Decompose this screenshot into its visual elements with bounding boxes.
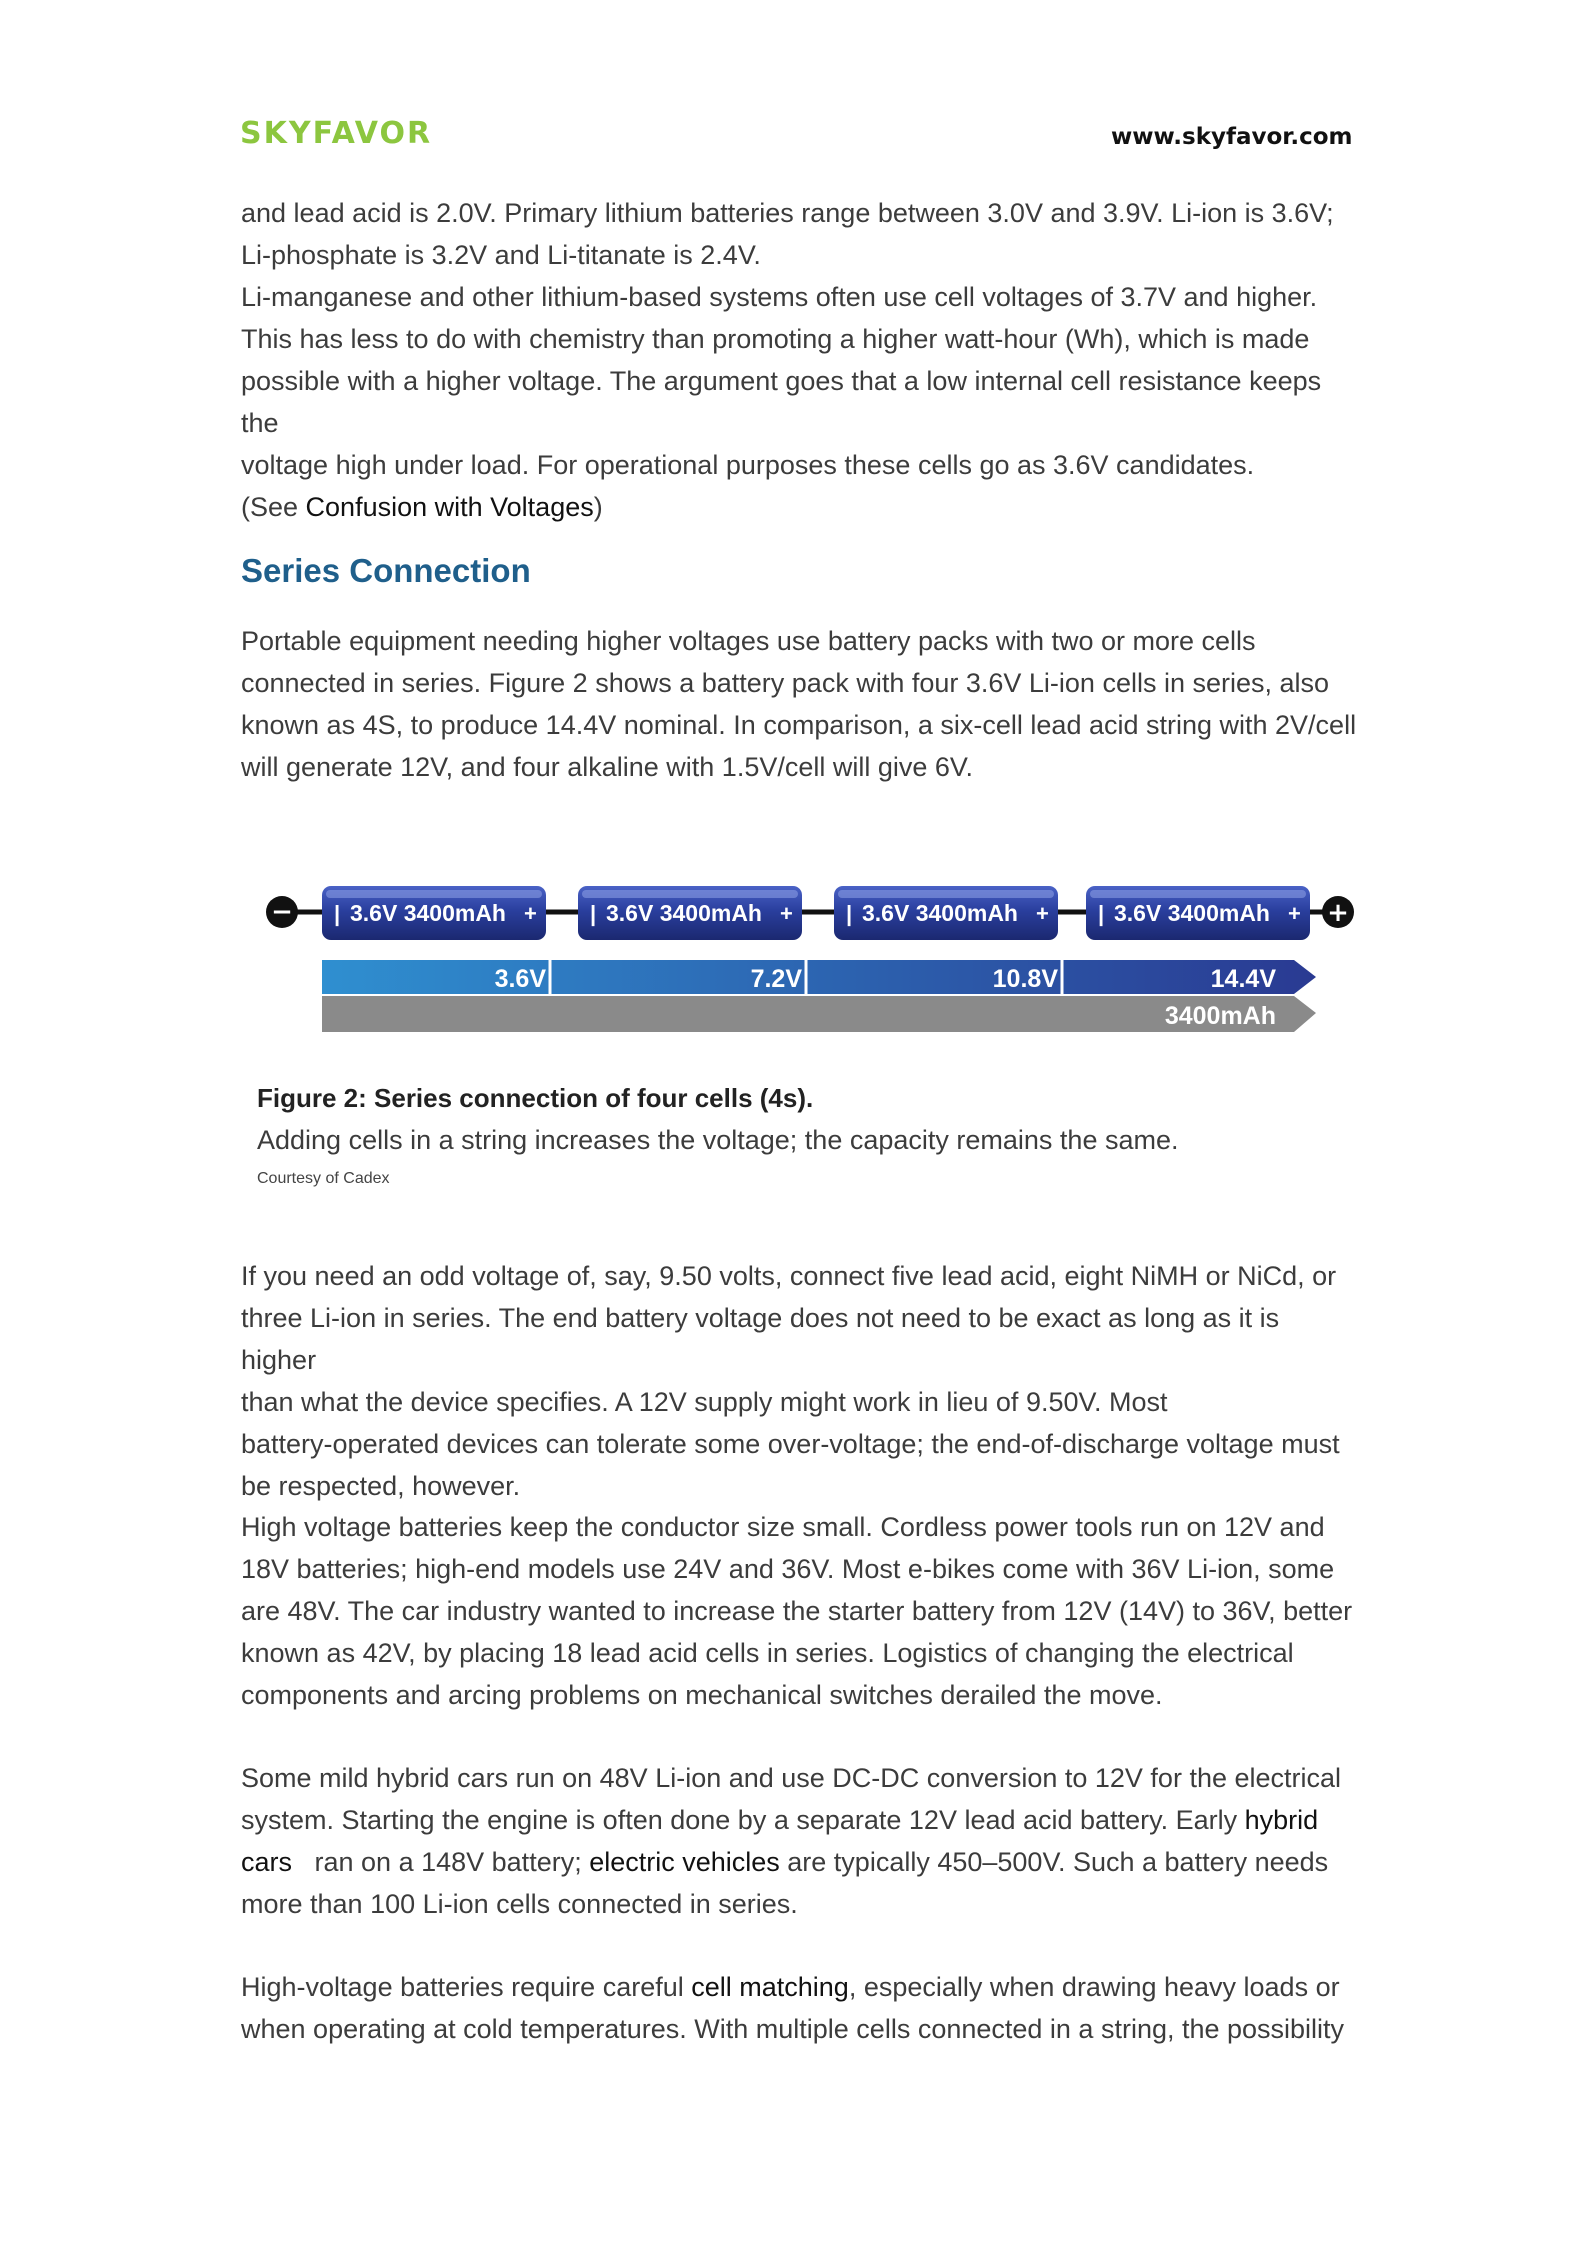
- cell-plus-mark: +: [1036, 901, 1049, 926]
- figure-caption-title: Figure 2: Series connection of four cells (4s).: [257, 1083, 814, 1113]
- odd-voltage-paragraph: [241, 1255, 1361, 1507]
- text-line: If you need an odd voltage of, say, 9.50 volts, connect five lead acid, eight NiMH or NiCd, or: [241, 1261, 1337, 1291]
- text-line: battery-operated devices can tolerate some over-voltage; the end-of-discharge voltage must: [241, 1429, 1340, 1459]
- text-line: connected in series. Figure 2 shows a battery pack with four 3.6V Li-ion cells in series, also: [241, 668, 1330, 698]
- text-segment: ran on a 148V battery;: [292, 1847, 590, 1877]
- high-voltage-paragraph: [241, 1506, 1361, 1716]
- text-line: [241, 1799, 1361, 1841]
- text-line: three Li-ion in series. The end battery voltage does not need to be exact as long as it is higher: [241, 1303, 1280, 1375]
- cell-plus-mark: +: [780, 901, 793, 926]
- cell-minus-mark: |: [590, 901, 597, 926]
- series-paragraph: [241, 620, 1361, 788]
- cell-label: 3.6V 3400mAh: [606, 900, 762, 926]
- matching-paragraph: [241, 1966, 1361, 2050]
- text-line: This has less to do with chemistry than promoting a higher watt-hour (Wh), which is made: [241, 324, 1310, 354]
- battery-cell: [1086, 886, 1310, 940]
- text-line: possible with a higher voltage. The argument goes that a low internal cell resistance keeps the: [241, 366, 1322, 438]
- text-line: more than 100 Li-ion cells connected in series.: [241, 1889, 798, 1919]
- site-url: www.skyfavor.com: [1111, 124, 1353, 150]
- text-line: 18V batteries; high-end models use 24V and 36V. Most e-bikes come with 36V Li-ion, some: [241, 1554, 1335, 1584]
- figure-caption-body: Adding cells in a string increases the voltage; the capacity remains the same.: [257, 1125, 1179, 1155]
- positive-terminal: [1322, 896, 1354, 928]
- battery-cell: [578, 886, 802, 940]
- section-heading: Series Connection: [241, 552, 531, 589]
- hybrid-cars-link-cont[interactable]: cars: [241, 1847, 293, 1877]
- text-line: [241, 1966, 1361, 2008]
- see-also-line: [241, 486, 1361, 528]
- cell-label: 3.6V 3400mAh: [1114, 900, 1270, 926]
- text-line: [241, 1841, 1361, 1883]
- hybrid-paragraph: [241, 1757, 1361, 1925]
- cell-minus-mark: |: [846, 901, 853, 926]
- cell-label: 3.6V 3400mAh: [862, 900, 1018, 926]
- text-segment: , especially when drawing heavy loads or: [848, 1972, 1340, 2002]
- cell-minus-mark: |: [1098, 901, 1105, 926]
- text-line: Li-phosphate is 3.2V and Li-titanate is 2.4V.: [241, 240, 761, 270]
- text-line: are 48V. The car industry wanted to increase the starter battery from 12V (14V) to 36V, better: [241, 1596, 1353, 1626]
- battery-cell: [322, 886, 546, 940]
- electric-vehicles-link[interactable]: electric vehicles: [589, 1847, 780, 1877]
- text-line: than what the device specifies. A 12V supply might work in lieu of 9.50V. Most: [241, 1387, 1168, 1417]
- text-line: High voltage batteries keep the conductor size small. Cordless power tools run on 12V and: [241, 1512, 1325, 1542]
- text-segment: system. Starting the engine is often done by a separate 12V lead acid battery. Early: [241, 1805, 1245, 1835]
- battery-cell: [834, 886, 1058, 940]
- minus-sign: −: [271, 897, 293, 927]
- cell-matching-link[interactable]: cell matching: [691, 1972, 849, 2002]
- see-close: ): [593, 492, 603, 522]
- text-line: voltage high under load. For operational purposes these cells go as 3.6V candidates.: [241, 450, 1255, 480]
- confusion-with-voltages-link[interactable]: Confusion with Voltages: [305, 492, 594, 522]
- text-line: Li-manganese and other lithium-based systems often use cell voltages of 3.7V and higher.: [241, 282, 1318, 312]
- text-line: Portable equipment needing higher voltages use battery packs with two or more cells: [241, 626, 1256, 656]
- text-segment: High-voltage batteries require careful: [241, 1972, 692, 2002]
- voltage-bar: [322, 960, 1316, 994]
- text-line: and lead acid is 2.0V. Primary lithium batteries range between 3.0V and 3.9V. Li-ion is 3.6V;: [241, 198, 1334, 228]
- cumulative-voltage-label: 10.8V: [992, 965, 1058, 993]
- see-open: (See: [241, 492, 306, 522]
- cumulative-voltage-label: 3.6V: [494, 965, 546, 993]
- cell-plus-mark: +: [524, 901, 537, 926]
- cell-plus-mark: +: [1288, 901, 1301, 926]
- text-line: known as 4S, to produce 14.4V nominal. In comparison, a six-cell lead acid string with 2V/cell: [241, 710, 1357, 740]
- intro-paragraph: [241, 192, 1361, 528]
- text-line: when operating at cold temperatures. With multiple cells connected in a string, the possibility: [241, 2014, 1345, 2044]
- brand-logo: SKYFAVOR: [240, 116, 433, 151]
- text-line: known as 42V, by placing 18 lead acid cells in series. Logistics of changing the electrical: [241, 1638, 1294, 1668]
- cell-minus-mark: |: [334, 901, 341, 926]
- text-line: Some mild hybrid cars run on 48V Li-ion and use DC-DC conversion to 12V for the electrical: [241, 1763, 1342, 1793]
- cumulative-voltage-label: 7.2V: [750, 965, 802, 993]
- plus-sign: +: [1327, 898, 1349, 928]
- hybrid-cars-link[interactable]: hybrid: [1244, 1805, 1319, 1835]
- capacity-label: 3400mAh: [1164, 1002, 1276, 1030]
- figure-credit: Courtesy of Cadex: [257, 1170, 390, 1187]
- cell-label: 3.6V 3400mAh: [350, 900, 506, 926]
- text-line: will generate 12V, and four alkaline with 1.5V/cell will give 6V.: [241, 752, 973, 782]
- negative-terminal: [266, 896, 298, 928]
- cumulative-voltage-label: 14.4V: [1210, 965, 1276, 993]
- series-connection-figure: [256, 860, 1366, 1040]
- text-line: components and arcing problems on mechanical switches derailed the move.: [241, 1680, 1163, 1710]
- text-segment: are typically 450–500V. Such a battery needs: [779, 1847, 1329, 1877]
- text-line: be respected, however.: [241, 1471, 521, 1501]
